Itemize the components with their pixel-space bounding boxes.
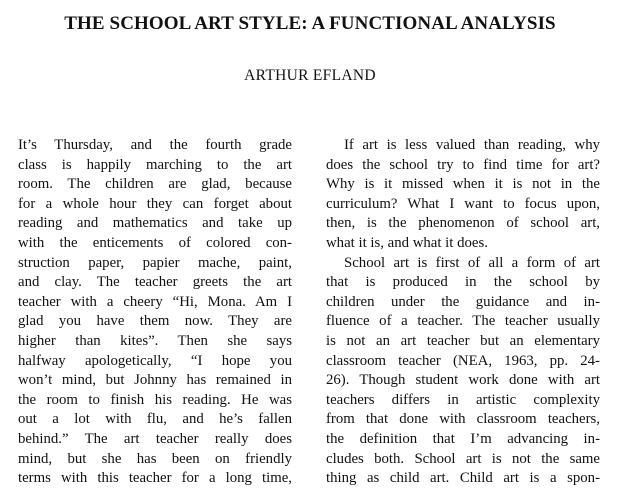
text-line: from that done with classroom teachers, [326, 411, 600, 428]
text-line: children under the guidance and in- [326, 293, 600, 310]
paper-title: THE SCHOOL ART STYLE: A FUNCTIONAL ANALYSIS [64, 13, 556, 34]
text-line: glad you have them now. They are [18, 313, 292, 330]
text-line: is not an art teacher but an elementary [326, 332, 600, 349]
text-line: for a whole hour they can forget about [18, 195, 292, 212]
text-line: reading and mathematics and take up [18, 215, 292, 232]
text-line: does the school try to find time for art? [326, 156, 600, 173]
text-line: then, is the phenomenon of school art, [326, 215, 600, 232]
text-line: thing as child art. Child art is a spon- [326, 470, 600, 487]
right-text-column [326, 136, 600, 489]
text-line: fluence of a teacher. The teacher usually [326, 313, 600, 330]
text-line: halfway apologetically, “I hope you [18, 352, 292, 369]
text-line: teachers differs in artistic complexity [326, 391, 600, 408]
text-line: and clay. The teacher greets the art [18, 274, 292, 291]
text-line: curriculum? What I want to focus upon, [326, 195, 600, 212]
text-line: with the enticements of colored con- [18, 234, 292, 251]
text-line: 26). Though student work done with art [326, 372, 600, 389]
text-line: classroom teacher (NEA, 1963, pp. 24- [326, 352, 600, 369]
text-line: the room to finish his reading. He was [18, 391, 292, 408]
left-text-column [18, 136, 292, 489]
text-line: the definition that I’m advancing in- [326, 430, 600, 447]
paper-author: ARTHUR EFLAND [244, 67, 376, 84]
text-line: If art is less valued than reading, why [344, 137, 600, 153]
text-line: cludes both. School art is not the same [326, 450, 600, 467]
text-line: higher than kites”. Then she says [18, 332, 292, 349]
text-line: class is happily marching to the art [18, 156, 292, 173]
text-line: won’t mind, but Johnny has remained in [18, 372, 292, 389]
text-line: School art is first of all a form of art [344, 254, 600, 271]
text-line: out a lot with flu, and he’s fallen [18, 411, 292, 428]
text-line: terms with this teacher for a long time, [18, 470, 292, 487]
text-line: It’s Thursday, and the fourth grade [18, 137, 292, 153]
text-line: room. The children are glad, because [18, 176, 292, 193]
text-line: Why is it missed when it is not in the [326, 176, 600, 193]
text-line: that is produced in the school by [326, 274, 600, 291]
text-line: mind, but she has been on friendly [18, 450, 292, 467]
text-line: behind.” The art teacher really does [18, 430, 292, 447]
text-line: what it is, and what it does. [326, 234, 488, 251]
text-line: struction paper, papier mache, paint, [18, 254, 292, 271]
text-line: teacher with a cheery “Hi, Mona. Am I [18, 293, 292, 310]
